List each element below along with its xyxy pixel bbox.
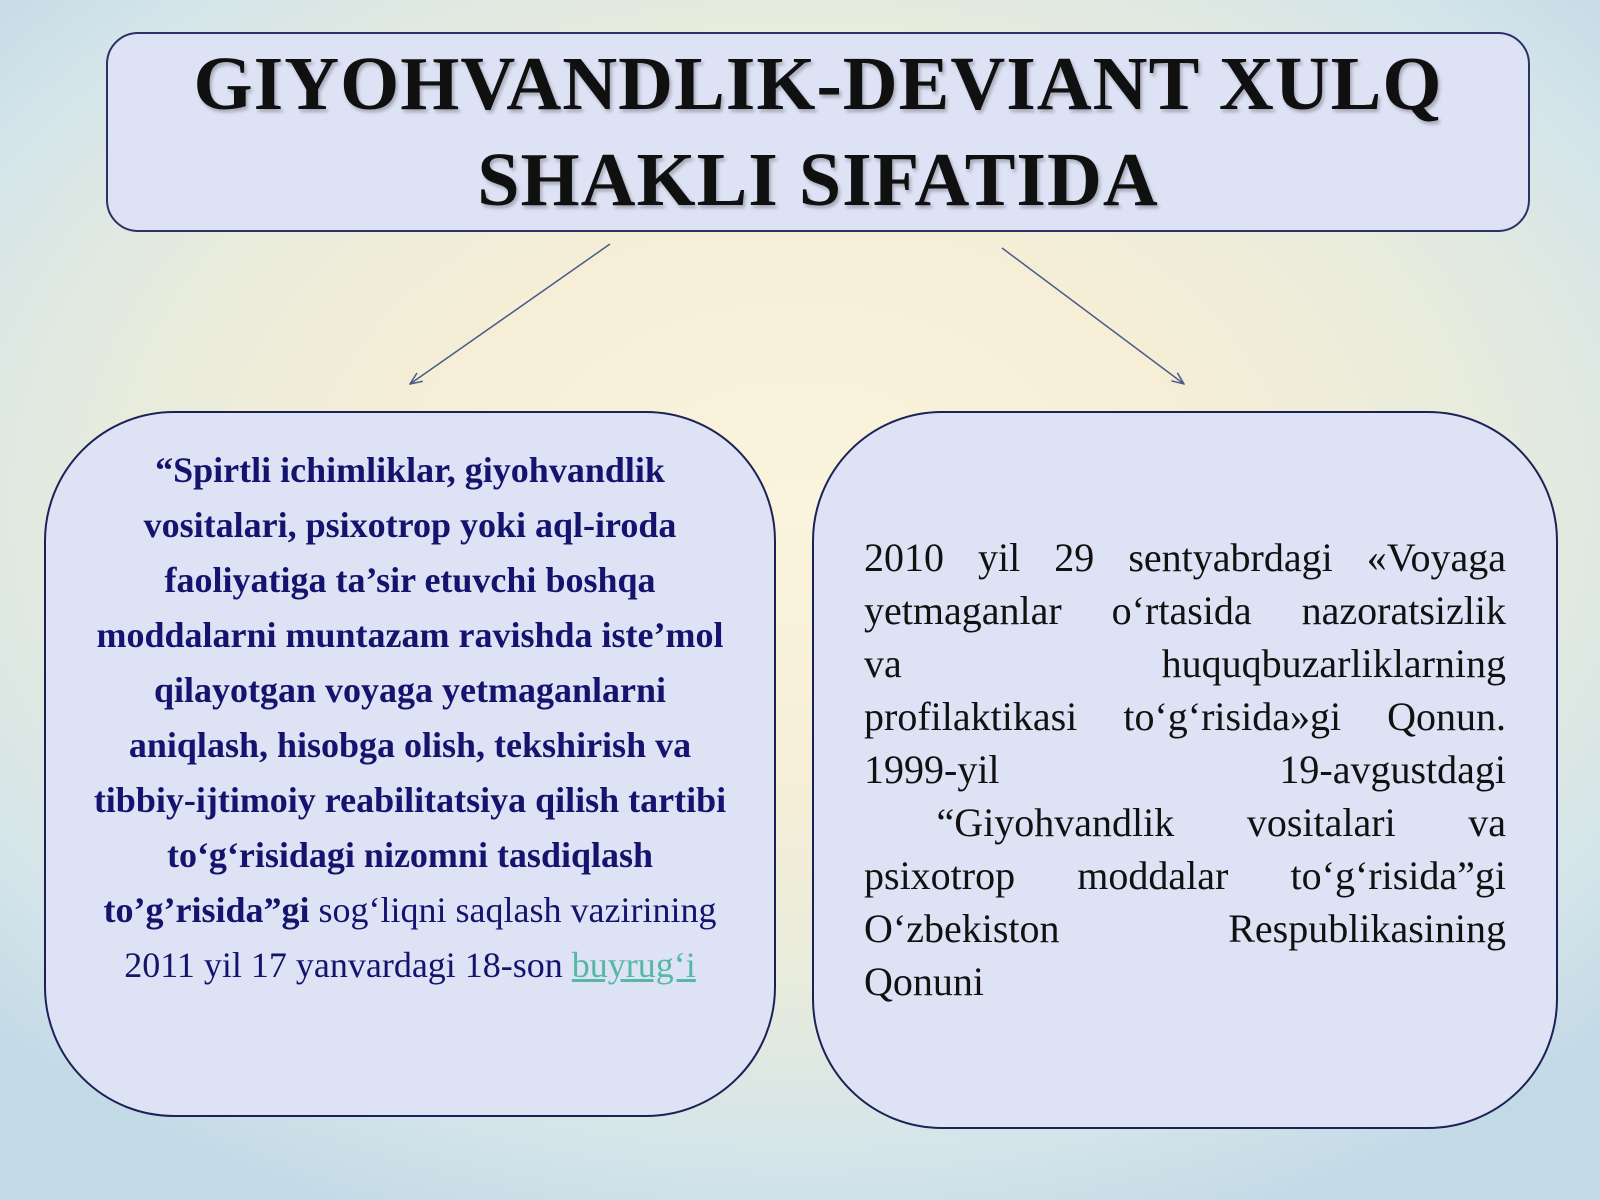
arrow-left [410, 244, 610, 384]
title-line-1: GIYOHVANDLIK-DEVIANT XULQ [193, 42, 1443, 126]
right-box-line: 2010 yil 29 sentyabrdagi «Voyaga [864, 535, 1506, 580]
left-box-bold-text: “Spirtli ichimliklar, giyohvandlik vositalari, psixotrop yoki aql-iroda faoliyatiga ta’sir etuvchi boshqa moddalarni muntazam ravishda iste’mol qilayotgan voyaga yetmaganlarni aniqlash, hisobga olish, tekshirish va tibbiy-ijtimoiy reabilitatsiya qilish tartibi to‘g‘risidagi nizomni tasdiqlash to’g’risida”gi [93, 450, 727, 930]
right-info-box [812, 411, 1558, 1129]
title-line-2: SHAKLI SIFATIDA [477, 138, 1159, 222]
right-box-line: O‘zbekiston Respublikasining [864, 906, 1506, 951]
page-title [194, 36, 1443, 228]
right-box-line: 1999-yil 19-avgustdagi [864, 747, 1506, 792]
right-box-line: “Giyohvandlik vositalari va [864, 800, 1506, 845]
right-box-line: yetmaganlar o‘rtasida nazoratsizlik [864, 588, 1506, 633]
right-box-line: va huquqbuzarliklarning [864, 641, 1506, 686]
right-box-line: psixotrop moddalar to‘g‘risida”gi [864, 853, 1506, 898]
left-info-box [44, 411, 776, 1117]
right-box-line: profilaktikasi to‘g‘risida»gi Qonun. [864, 694, 1506, 739]
arrow-right [1002, 248, 1184, 384]
right-box-line: Qonuni [864, 959, 984, 1004]
left-box-normal-text: sog‘liqni saqlash vazirining 2011 yil 17 yanvardagi 18-son [124, 890, 717, 985]
title-box [106, 32, 1530, 232]
order-link[interactable]: buyrug‘i [571, 945, 696, 985]
